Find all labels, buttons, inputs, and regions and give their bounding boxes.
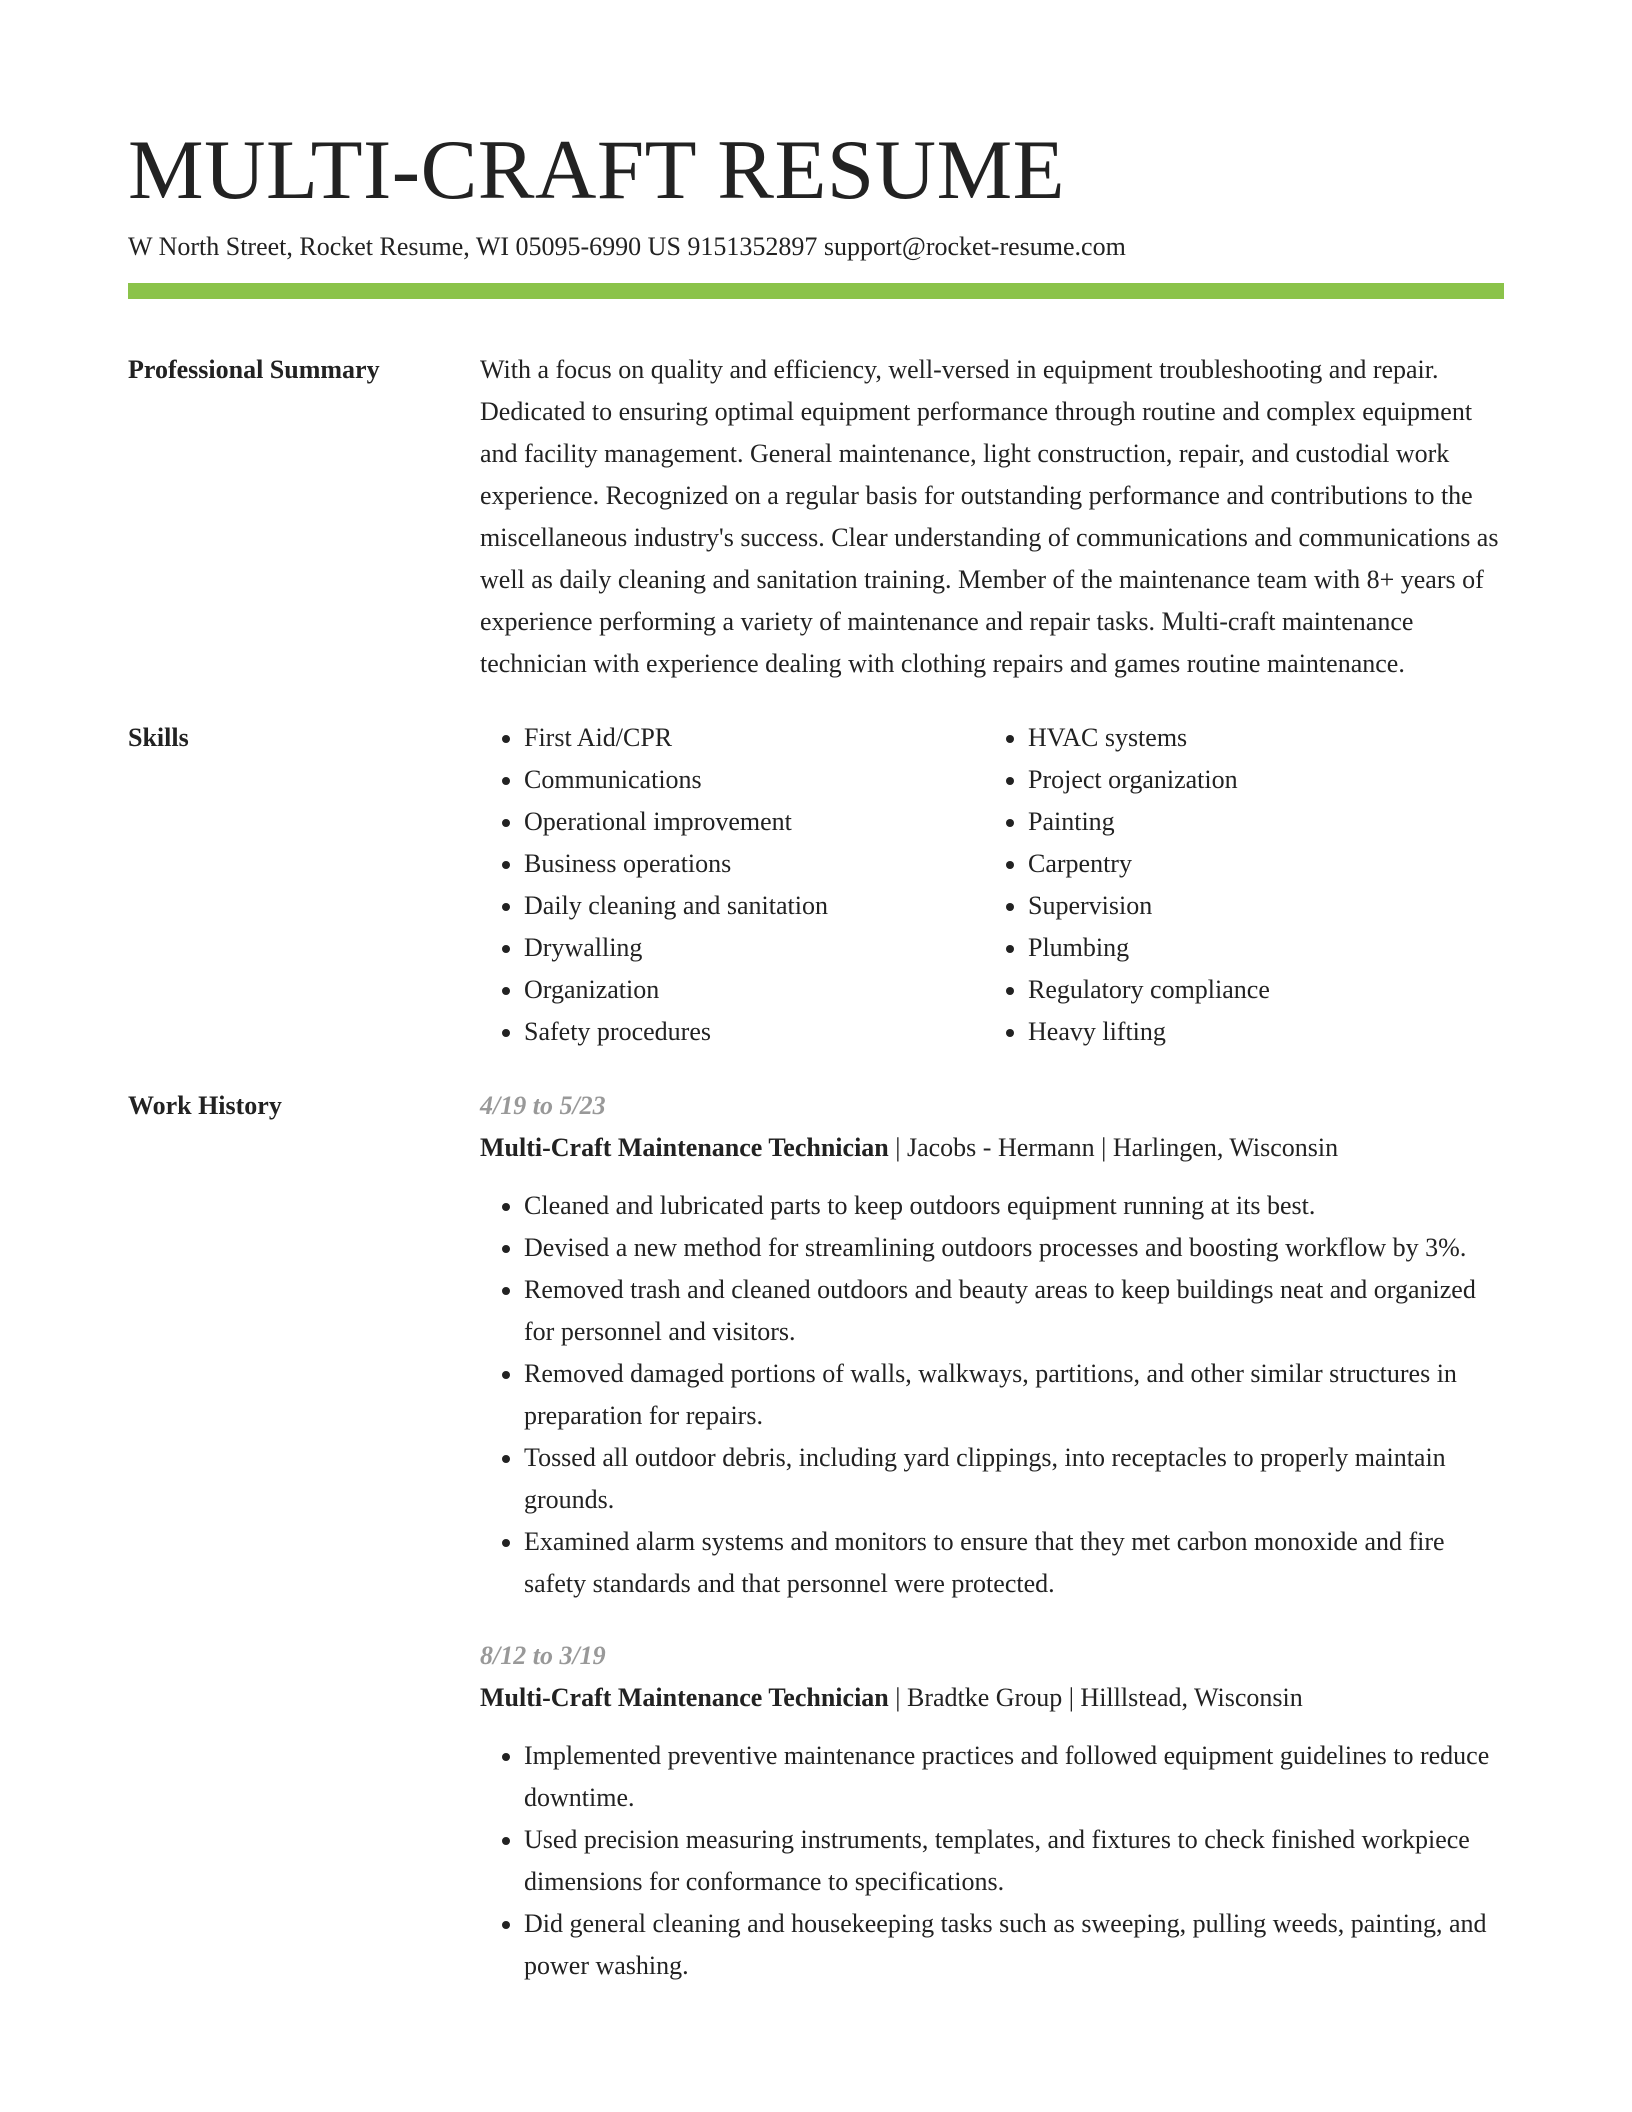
skill-item: • Daily cleaning and sanitation [524, 885, 984, 927]
skills-list-left [480, 717, 984, 1053]
skill-item: • Plumbing [1028, 927, 1488, 969]
skill-item: • Operational improvement [524, 801, 984, 843]
job-bullet: • Cleaned and lubricated parts to keep outdoors equipment running at its best. [524, 1185, 1504, 1227]
skill-item: • Supervision [1028, 885, 1488, 927]
skill-item: • Drywalling [524, 927, 984, 969]
skills-section [128, 717, 1504, 1053]
job-details: | Jacobs - Hermann | Harlingen, Wisconsin [888, 1133, 1339, 1162]
skill-item: • Organization [524, 969, 984, 1011]
header-divider [128, 283, 1504, 299]
job-bullet: • Used precision measuring instruments, templates, and fixtures to check finished workpiece dimensions for conformance to specifications. [524, 1819, 1504, 1903]
job-dates: 4/19 to 5/23 [480, 1091, 606, 1120]
skill-item: • Regulatory compliance [1028, 969, 1488, 1011]
skills-columns [480, 717, 1504, 1053]
job-title: Multi-Craft Maintenance Technician [480, 1133, 889, 1162]
work-history-label: Work History [128, 1091, 282, 1120]
skill-item: • Painting [1028, 801, 1488, 843]
skills-label: Skills [128, 723, 189, 752]
job-bullet: • Tossed all outdoor debris, including yard clippings, into receptacles to properly maintain grounds. [524, 1437, 1504, 1521]
job-title: Multi-Craft Maintenance Technician [480, 1683, 889, 1712]
job-bullet: • Did general cleaning and housekeeping tasks such as sweeping, pulling weeds, painting, and power washing. [524, 1903, 1504, 1987]
summary-section [128, 349, 1504, 685]
contact-line [128, 230, 1504, 264]
contact-email: support@rocket-resume.com [823, 232, 1126, 261]
job-title-line [480, 1677, 1504, 1719]
skill-item: • Project organization [1028, 759, 1488, 801]
skill-item: • Heavy lifting [1028, 1011, 1488, 1053]
skills-list-right [984, 717, 1488, 1053]
job-bullet: • Removed trash and cleaned outdoors and beauty areas to keep buildings neat and organized for personnel and visitors. [524, 1269, 1504, 1353]
skill-item: • Communications [524, 759, 984, 801]
resume-page [128, 0, 1504, 1987]
job-entry [480, 1085, 1504, 1605]
job-bullet: • Implemented preventive maintenance practices and followed equipment guidelines to reduce downtime. [524, 1735, 1504, 1819]
job-bullets [480, 1185, 1504, 1605]
skill-item: • Carpentry [1028, 843, 1488, 885]
skill-item: • Business operations [524, 843, 984, 885]
summary-label: Professional Summary [128, 355, 380, 384]
skill-item: • Safety procedures [524, 1011, 984, 1053]
resume-title: MULTI-CRAFT RESUME [128, 123, 1066, 217]
skill-item: • First Aid/CPR [524, 717, 984, 759]
work-history-section [128, 1085, 1504, 1987]
contact-phone: 9151352897 [687, 232, 824, 261]
job-title-line [480, 1127, 1504, 1169]
job-entry [480, 1635, 1504, 1987]
skills-body [480, 717, 1504, 1053]
contact-address: W North Street, Rocket Resume, WI 05095-6990 US [128, 232, 688, 261]
skill-item: • HVAC systems [1028, 717, 1488, 759]
work-history-body [480, 1085, 1504, 1987]
job-dates: 8/12 to 3/19 [480, 1641, 606, 1670]
summary-text: With a focus on quality and efficiency, well-versed in equipment troubleshooting and repair. Dedicated to ensuring optimal equipment performance through routine and complex equipment and facility management. General maintenance, light construction, repair, and custodial work experience. Recognized on a regular basis for outstanding performance and contributions to the miscellaneous industry's success. Clear understanding of communications and communications as well as daily cleaning and sanitation training. Member of the maintenance team with 8+ years of experience performing a variety of maintenance and repair tasks. Multi-craft maintenance technician with experience dealing with clothing repairs and games routine maintenance. [480, 355, 1499, 678]
job-details: | Bradtke Group | Hilllstead, Wisconsin [888, 1683, 1303, 1712]
job-bullet: • Devised a new method for streamlining outdoors processes and boosting workflow by 3%. [524, 1227, 1504, 1269]
job-bullets [480, 1735, 1504, 1987]
job-bullet: • Removed damaged portions of walls, walkways, partitions, and other similar structures in preparation for repairs. [524, 1353, 1504, 1437]
job-bullet: • Examined alarm systems and monitors to ensure that they met carbon monoxide and fire safety standards and that personnel were protected. [524, 1521, 1504, 1605]
